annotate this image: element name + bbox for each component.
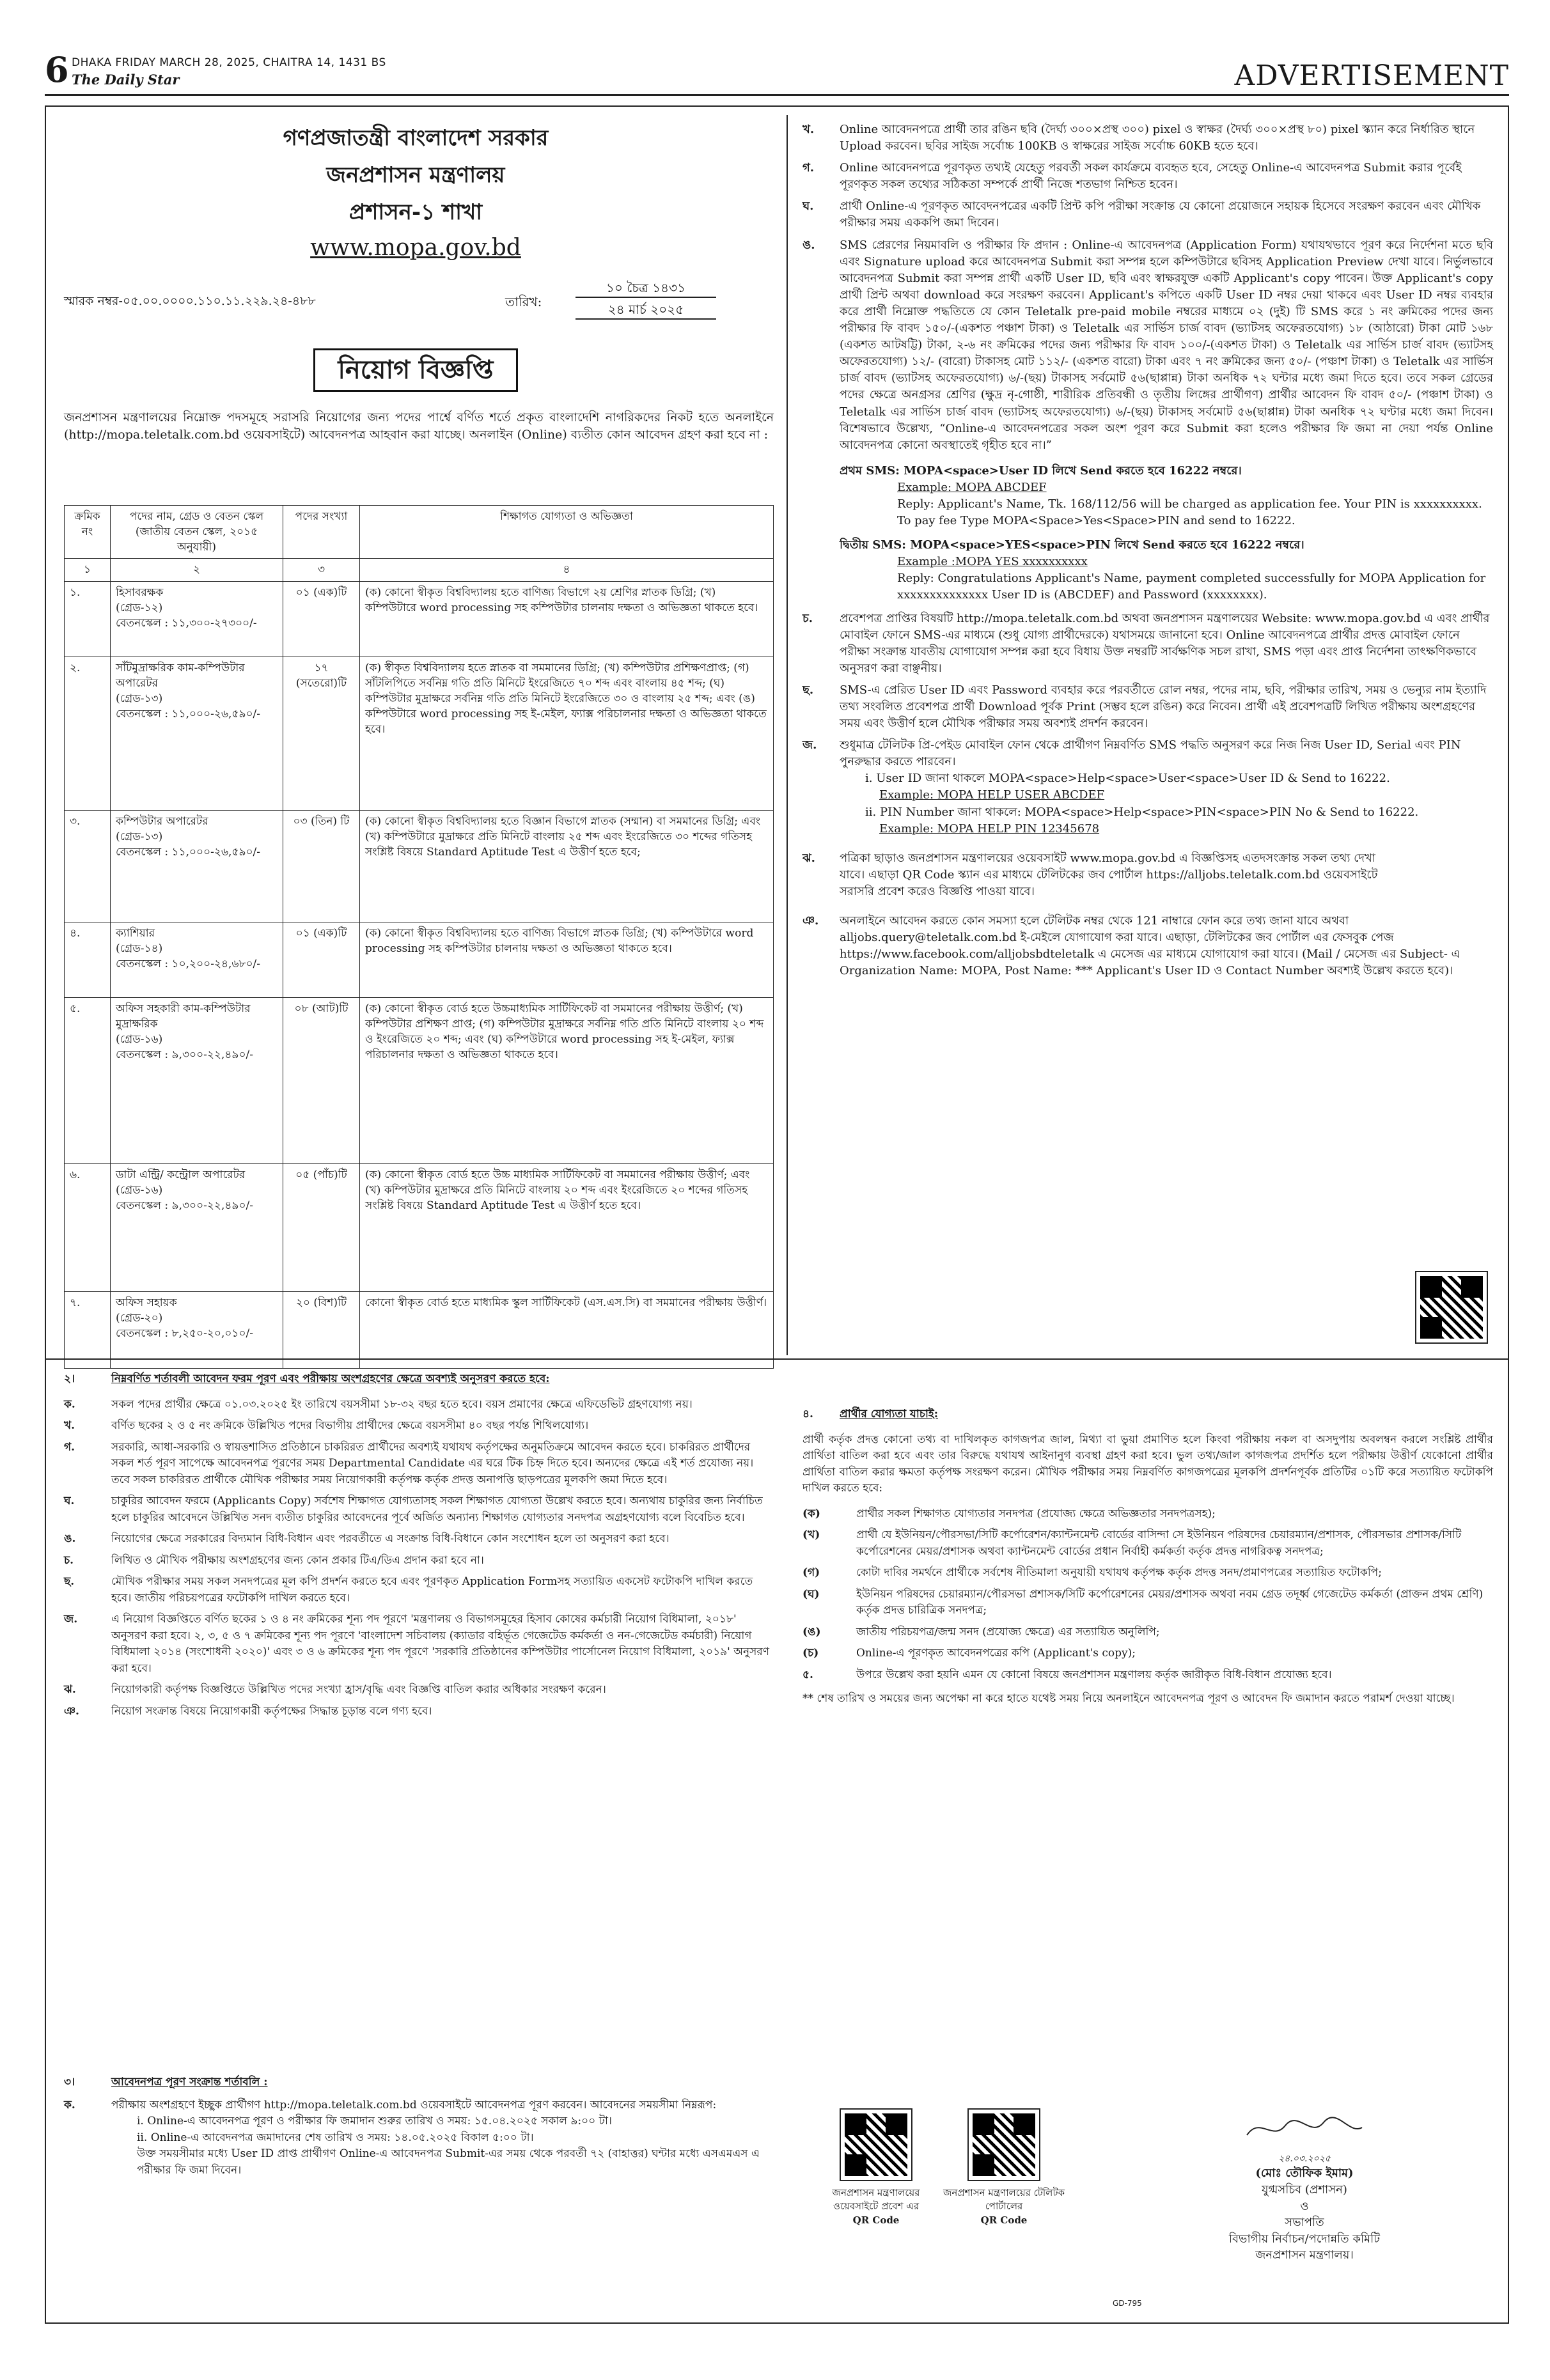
item-label: গ. xyxy=(802,161,815,175)
item-label: ছ. xyxy=(802,683,814,697)
item-label: চ. xyxy=(64,1553,74,1567)
paper-logo: The Daily Star xyxy=(72,72,180,88)
item-label: খ. xyxy=(802,123,815,136)
cell-post xyxy=(111,997,283,1163)
cell-post xyxy=(111,922,283,997)
section-4 xyxy=(802,1406,1493,1707)
recovery-userid-example: Example: MOPA HELP USER ABCDEF xyxy=(879,788,1105,802)
col-num: ৩ xyxy=(283,559,360,581)
sec2-title: নিম্নবর্ণিত শর্তাবলী আবেদন ফরম পূরণ এবং পরীক্ষায় অংশগ্রহণের ক্ষেত্রে অবশ্যই অনুসরণ করতে হবে: xyxy=(111,1373,550,1385)
item-label: ক. xyxy=(64,1397,75,1411)
gov-name: গণপ্রজাতন্ত্রী বাংলাদেশ সরকার xyxy=(283,125,549,151)
teletalk-portal-qr-code[interactable] xyxy=(969,2110,1039,2180)
item-label: (গ) xyxy=(802,1566,820,1579)
signatory-committee: বিভাগীয় নির্বাচন/পদোন্নতি কমিটি xyxy=(1228,2232,1381,2246)
cell-post xyxy=(111,581,283,657)
end-date: Online-এ আবেদনপত্র জমাদানের শেষ তারিখ ও সময়: ১৪.০৫.২০২৫ বিকাল ৫:০০ টা। xyxy=(150,2131,534,2144)
item-text: Online আবেদনপত্রে পূরণকৃত তথ্যই যেহেতু পরবর্তী সকল কার্যক্রমে ব্যবহৃত হবে, সেহেতু Online-এ আবেদনপত্র Submit করার পূর্বেই পূরণকৃত সকল তথ্যের সঠিকতা সম্পর্কে প্রার্থী নিজে শতভাগ নিশ্চিত হবেন। xyxy=(840,161,1462,192)
sms2-title: দ্বিতীয় SMS: MOPA<space>YES<space>PIN লিখে Send করতে হবে 16222 নম্বরে। xyxy=(840,538,1304,552)
cell-req: (ক) কোনো স্বীকৃত বোর্ড হতে উচ্চমাধ্যমিক সার্টিফিকেট বা সমমানের পরীক্ষায় উত্তীর্ণ; (খ) কম্পিউটার প্রশিক্ষণ প্রাপ্ত; (গ) কম্পিউটার মুদ্রাক্ষরে সর্বনিম্ন গতি প্রতি মিনিটে বাংলায় ২০ শব্দ ও ইংরেজিতে ২০ শব্দ; এবং (ঘ) কম্পিউটারে word processing সহ ই-মেইল, ফ্যাক্স পরিচালনার দক্ষতা ও অভিজ্ঞতা থাকতে হবে। xyxy=(360,997,774,1163)
sms1-example: Example: MOPA ABCDEF xyxy=(897,480,1047,494)
cell-no: ৬. xyxy=(65,1163,111,1291)
post-name: সাঁটমুদ্রাক্ষরিক কাম-কম্পিউটার অপারেটর xyxy=(116,661,245,690)
post-pay: বেতনস্কেল : ৯,৩০০-২২,৪৯০/- xyxy=(116,1048,253,1061)
cell-req: (ক) কোনো স্বীকৃত বিশ্ববিদ্যালয় হতে বাণিজ্য বিভাগে ২য় শ্রেণির স্নাতক ডিগ্রি; (খ) কম্পিউটারে word processing সহ কম্পিউটার চালনায় দক্ষতা ও অভিজ্ঞতা থাকতে হবে। xyxy=(360,581,774,657)
item-label: ছ. xyxy=(64,1575,75,1588)
table-row xyxy=(65,997,774,1163)
cell-no: ৩. xyxy=(65,810,111,922)
item-text: SMS-এ প্রেরিত User ID এবং Password ব্যবহার করে পরবর্তীতে রোল নম্বর, পদের নাম, ছবি, পরীক্ষার তারিখ, সময় ও ভেন্যুর নাম ইত্যাদি তথ্য সংবলিত প্রবেশপত্র প্রার্থী Download পূর্বক Print (সম্ভব হলে রঙিন) করে নিবেন। প্রার্থী এই প্রবেশপত্রটি লিখিত পরীক্ষায় অংশগ্রহণের সময় এবং উত্তীর্ণ হলে মৌখিক পরীক্ষার সময় অবশ্যই প্রদর্শন করবেন। xyxy=(840,683,1487,731)
item-label: ঙ. xyxy=(802,238,815,252)
recovery-pin-example: Example: MOPA HELP PIN 12345678 xyxy=(879,821,1100,836)
fee-note: উক্ত সময়সীমার মধ্যে User ID প্রাপ্ত প্রার্থীগণ Online-এ আবেদনপত্র Submit-এর সময় থেকে পরবর্তী ৭২ (বাহাত্তর) ঘন্টার মধ্যে এসএমএস এ পরীক্ষার ফি জমা দিবেন। xyxy=(137,2147,760,2177)
cell-req: (ক) কোনো স্বীকৃত বোর্ড হতে উচ্চ মাধ্যমিক সার্টিফিকেট বা সমমানের পরীক্ষায় উত্তীর্ণ; এবং (খ) কম্পিউটার মুদ্রাক্ষরে প্রতি মিনিটে বাংলায় ২০ শব্দ এবং ইংরেজিতে ২০ শব্দের গতিসহ সংশ্লিষ্ট বিষয়ে Standard Aptitude Test এ উত্তীর্ণ হতে হবে। xyxy=(360,1163,774,1291)
item-label: (ঙ) xyxy=(802,1625,821,1638)
post-name: হিসাবরক্ষক xyxy=(116,586,164,599)
item-text: মৌখিক পরীক্ষার সময় সকল সনদপত্রের মূল কপি প্রদর্শন করতে হবে এবং পূরণকৃত Application Formসহ সত্যায়িত একসেট ফটোকপি দাখিল করতে হবে। জাতীয় পরিচয়পত্রের ফটোকপি দাখিল করতে হবে। xyxy=(111,1575,753,1605)
application-url-text: পরীক্ষায় অংশগ্রহণে ইচ্ছুক প্রার্থীগণ http://mopa.teletalk.com.bd ওয়েবসাইটে আবেদনপত্র পূরণ করবেন। আবেদনের সময়সীমা নিম্নরূপ: xyxy=(111,2098,717,2112)
post-grade: (গ্রেড-১৩) xyxy=(116,830,163,843)
section-2 xyxy=(64,1371,774,1725)
post-name: কম্পিউটার অপারেটর xyxy=(116,814,208,828)
item-label: জ. xyxy=(64,1613,78,1626)
item-text: লিখিত ও মৌখিক পরীক্ষায় অংশগ্রহণের জন্য কোন প্রকার টিএ/ডিএ প্রদান করা হবে না। xyxy=(111,1553,484,1567)
cell-post xyxy=(111,1163,283,1291)
sec4-intro: প্রার্থী কর্তৃক প্রদত্ত কোনো তথ্য বা দাখিলকৃত কাগজপত্র জাল, মিথ্যা বা ভুয়া প্রমাণিত হলে কিংবা পরীক্ষায় নকল বা অসদুপায় অবলম্বন করলে সংশ্লিষ্ট প্রার্থীর প্রার্থিতা বাতিল করা হবে এবং তার বিরুদ্ধে যথাযথ আইনানুগ ব্যবস্থা গ্রহণ করা হবে। ভুল তথ্য/জাল কাগজপত্র প্রদর্শিত হলে পরীক্ষায় উত্তীর্ণ যেকোনো প্রার্থীর প্রার্থিতা বাতিল করার ক্ষমতা কর্তৃপক্ষ সংরক্ষণ করেন। মৌখিক পরীক্ষার সময় নিম্নবর্ণিত কাগজপত্রের মূলকপি প্রদর্শনপূর্বক প্রতিটির ০১টি করে সত্যায়িত ফটোকপি দাখিল করতে হবে: xyxy=(802,1433,1493,1495)
item-text: প্রবেশপত্র প্রাপ্তির বিষয়টি http://mopa.teletalk.com.bd অথবা জনপ্রশাসন মন্ত্রণালয়ের Website: www.mopa.gov.bd এ এবং প্রার্থীর মোবাইল ফোনে SMS-এর মাধ্যমে (শুধু যোগ্য প্রার্থীদেরকে) যথাসময়ে জানানো হবে। Online আবেদনপত্রে প্রার্থীর প্রদত্ত মোবাইল ফোনে পরীক্ষা সংক্রান্ত যাবতীয় যোগাযোগ সম্পন্ন করা হবে বিধায় উক্ত নম্বরটি সার্বক্ষণিক সচল রাখা, SMS পড়া এবং প্রাপ্ত নির্দেশনা তাৎক্ষণিকভাবে অনুসরণ করা বাঞ্ছনীয়। xyxy=(840,611,1490,675)
item-text: উপরে উল্লেখ করা হয়নি এমন যে কোনো বিষয়ে জনপ্রশাসন মন্ত্রণালয় কর্তৃক জারীকৃত বিধি-বিধান প্রযোজ্য হবে। xyxy=(856,1668,1332,1681)
post-name: অফিস সহকারী কাম-কম্পিউটার মুদ্রাক্ষরিক xyxy=(116,1002,251,1031)
signatory-and: ও xyxy=(1300,2199,1309,2213)
item-label: চ. xyxy=(802,611,813,625)
cell-count: ০১ (এক)টি xyxy=(283,922,360,997)
item-label: ঘ. xyxy=(802,199,814,214)
notice-title: নিয়োগ বিজ্ঞপ্তি xyxy=(313,348,518,392)
item-label: ঘ. xyxy=(64,1495,75,1507)
sms1-reply: Reply: Applicant's Name, Tk. 168/112/56 will be charged as application fee. Your PIN is xxxxxxxxxx. To pay fee Type MOPA<Space>Yes<Space>PIN and send to 16222. xyxy=(897,497,1482,528)
start-date: Online-এ আবেদনপত্র পূরণ ও পরীক্ষার ফি জমাদান শুরুর তারিখ ও সময়: ১৫.০৪.২০২৫ সকাল ৯:০০ টা। xyxy=(147,2115,612,2127)
cell-req: কোনো স্বীকৃত বোর্ড হতে মাধ্যমিক স্কুল সার্টিফিকেট (এস.এস.সি) বা সমমানের পরীক্ষায় উত্তীর্ণ। xyxy=(360,1291,774,1368)
signature-block xyxy=(1196,2110,1413,2264)
post-pay: বেতনস্কেল : ৯,৩০০-২২,৪৯০/- xyxy=(116,1199,253,1212)
sms2-example: Example :MOPA YES xxxxxxxxxx xyxy=(897,555,1088,569)
right-column: খ. Online আবেদনপত্রে প্রার্থী তার রঙিন ছবি (দৈর্ঘ্য ৩০০×প্রস্থ ৩০০) pixel ও স্বাক্ষর (দৈর্ঘ্য ৩০০×প্রস্থ ৮০) pixel স্ক্যান করে নির্ধারিত স্থানে Upload করবেন। ছবির সাইজ সর্বোচ্চ 100KB ও স্বাক্ষরের সাইজ সর্বোচ্চ 60KB হতে হবে। গ. Online আবেদনপত্রে পূরণকৃত তথ্যই যেহেতু পরবর্তী সকল কার্যক্রমে ব্যবহৃত হবে, সেহেতু Online-এ আবেদনপত্র Submit করার পূর্বেই পূরণকৃত সকল তথ্যের সঠিকতা সম্পর্কে প্রার্থী নিজে শতভাগ নিশ্চিত হবেন। ঘ. প্রার্থী Online-এ পূরণকৃত আবেদনপত্রের একটি প্রিন্ট কপি পরীক্ষা সংক্রান্ত যে কোনো প্রয়োজনে সহায়ক হিসেবে সংরক্ষণ করবেন এবং মৌখিক পরীক্ষার সময় এককপি জমা দিবেন। ঙ. SMS প্রেরণের নিয়মাবলি ও পরীক্ষার ফি প্রদান : Online-এ আবেদনপত্র (Application Form) যথাযথভাবে পূরণ করে নির্দেশনা মতে ছবি এবং Signature upload করে আবেদনপত্র Submit করা সম্পন্ন হলে কম্পিউটারে ছবিসহ Application Preview দেখা যাবে। নির্ভুলভাবে আবেদনপত্র Submit করা সম্পন্ন প্রার্থী একটি User ID, ছবি এবং স্বাক্ষরযুক্ত একটি Applicant's copy পাবেন। উক্ত Applicant's copy প্রার্থী প্রিন্ট অথবা download করে সংরক্ষণ করবেন। Applicant's কপিতে একটি User ID নম্বর দেয়া থাকবে এবং User ID নম্বর ব্যবহার করে প্রার্থী নিম্নোক্ত পদ্ধতিতে যে কোন Teletalk pre-paid mobile নম্বরের মাধ্যমে ০২ (দুই) টি SMS করে ১ নং ক্রমিকের পদের জন্য পরীক্ষার ফি বাবদ ১৫০/-(একশত পঞ্চাশ টাকা) ও Teletalk এর সার্ভিস চার্জ বাবদ (ভ্যাটসহ অফেরতযোগ্য) ১৮ (আঠারো) টাকা মোট ১৬৮ (একশত আটষট্টি) টাকা, ২-৬ নং ক্রমিকের পদের জন্য পরীক্ষার ফি বাবদ ১০০/-(একশত টাকা) ও Teletalk এর সার্ভিস চার্জ বাবদ (ভ্যাটসহ অফেরতযোগ্য) ১২/- (বারো) টাকাসহ মোট ১১২/- (একশত বারো) টাকা এবং ৭ নং ক্রমিকের জন্য ৫০/- (পঞ্চাশ টাকা) ও Teletalk এর সার্ভিস চার্জ বাবদ (ভ্যাটসহ অফেরতযোগ্য) ৬/-(ছয়) টাকাসহ সর্বমোট ৫৬(ছাপ্পান্ন) টাকা অনধিক ৭২ ঘন্টার মধ্যে জমা দিতে হবে। তবে সকল গ্রেডের পদের ক্ষেত্রে অনগ্রসর শ্রেণির (ক্ষুদ্র নৃ-গোষ্ঠী, শারীরিক প্রতিবন্ধী ও তৃতীয় লিঙ্গের প্রার্থীগণ) প্রার্থীর আবেদন ফি বাবদ ৫০/- (পঞ্চাশ টাকা) ও Teletalk এর সার্ভিস চার্জ বাবদ (ভ্যাটসহ অফেরতযোগ্য) ৬/-(ছয়) টাকাসহ সর্বমোট ৫৬(ছাপ্পান্ন) টাকা অনধিক ৭২ ঘণ্টার মধ্যে জমা দিবেন। বিশেষভাবে উল্লেখ্য, “Online-এ আবেদনপত্রের সকল অংশ পূরণ করে Submit করা হলেও পরীক্ষার ফি জমা না দেয়া পর্যন্ত Online আবেদনপত্র কোনো অবস্থাতেই গৃহীত হবে না।” প্রথম SMS: MOPA<space>User ID লিখে Send করতে হবে 16222 নম্বরে। Example: MOPA ABCDEF Reply: Applicant's Name, Tk. 168/112/56 will be charged as application fee. Your PIN is xxxxxxxxxx. To pay fee Type MOPA<Space>Yes<Space>PIN and send to 16222. দ্বিতীয় SMS: MOPA<space>YES<space>PIN লিখে Send করতে হবে 16222 নম্বরে। Example :MOPA YES xxxxxxxxxx Reply: Congratulations Applicant's Name, payment completed successfully for MOPA Application for xxxxxxxxxxxxxx User ID is (ABCDEF) and Password (xxxxxxxx). চ. প্রবেশপত্র প্রাপ্তির বিষয়টি http://mopa.teletalk.com.bd অথবা জনপ্রশাসন মন্ত্রণালয়ের Website: www.mopa.gov.bd এ এবং প্রার্থীর মোবাইল ফোনে SMS-এর মাধ্যমে (শুধু যোগ্য প্রার্থীদেরকে) যথাসময়ে জানানো হবে। Online আবেদনপত্রে প্রার্থীর প্রদত্ত মোবাইল ফোনে পরীক্ষা সংক্রান্ত যাবতীয় যোগাযোগ সম্পন্ন করা হবে বিধায় উক্ত নম্বরটি সার্বক্ষণিক সচল রাখা, SMS পড়া এবং প্রাপ্ত নির্দেশনা তাৎক্ষণিকভাবে অনুসরণ করা বাঞ্ছনীয়। ছ. SMS-এ প্রেরিত User ID এবং Password ব্যবহার করে পরবর্তীতে রোল নম্বর, পদের নাম, ছবি, পরীক্ষার তারিখ, সময় ও ভেন্যুর নাম ইত্যাদি তথ্য সংবলিত প্রবেশপত্র প্রার্থী Download পূর্বক Print (সম্ভব হলে রঙিন) করে নিবেন। প্রার্থী এই প্রবেশপত্রটি লিখিত পরীক্ষায় অংশগ্রহণের সময় এবং উত্তীর্ণ হলে মৌখিক পরীক্ষার সময় অবশ্যই প্রদর্শন করবেন। জ. শুধুমাত্র টেলিটক প্রি-পেইড মোবাইল ফোন থেকে প্রার্থীগণ নিম্নবর্ণিত SMS পদ্ধতি অনুসরণ করে নিজ নিজ User ID, Serial এবং PIN পুনরুদ্ধার করতে পারবেন। i. User ID জানা থাকলে MOPA<space>Help<space>User<space>User ID & Send to 16222. Example: MOPA HELP USER ABCDEF ii. PIN Number জানা থাকলে: MOPA<space>Help<space>PIN<space>PIN No & Send to 16222. Example: MOPA HELP PIN 12345678 ঝ. পত্রিকা ছাড়াও জনপ্রশাসন মন্ত্রণালয়ের ওয়েবসাইট www.mopa.gov.bd এ বিজ্ঞপ্তিসহ এতদসংক্রান্ত সকল তথ্য দেখা যাবে। এছাড়া QR Code স্ক্যান এর মাধ্যমে টেলিটকের জব পোর্টাল https://alljobs.teletalk.com.bd ওয়েবসাইটে সরাসরি প্রবেশ করেও বিজ্ঞপ্তি পাওয়া যাবে। ঞ. অনলাইনে আবেদন করতে কোন সমস্যা হলে টেলিটক নম্বর থেকে 121 নাম্বারে ফোন করে তথ্য জানা যাবে অথবা alljobs.query@teletalk.com.bd ই-মেইলে যোগাযোগ করা যাবে। এছাড়া, টেলিটকের জব পোর্টাল এর ফেসবুক পেজ https://www.facebook.com/alljobsbdteletalk এ মেসেজ এর মাধ্যমে যোগাযোগ করা যাবে। (Mail / মেসেজ এর Subject- এ Organization Name: MOPA, Post Name: *** Applicant's User ID ও Contact Number অবশ্যই উল্লেখ করতে হবে)। xyxy=(802,121,1493,984)
cell-post xyxy=(111,657,283,810)
section-title: ADVERTISEMENT xyxy=(1234,59,1509,92)
cell-req: (ক) কোনো স্বীকৃত বিশ্ববিদ্যালয় হতে বিজ্ঞান বিভাগে স্নাতক (সম্মান) বা সমমানের ডিগ্রি; এবং (খ) কম্পিউটারে মুদ্রাক্ষরে প্রতি মিনিটে বাংলায় ২৫ শব্দ এবং ইংরেজিতে ৩০ শব্দের গতিসহ সংশ্লিষ্ট বিষয়ে Standard Aptitude Test এ উত্তীর্ণ হতে হবে; xyxy=(360,810,774,922)
cell-count: ১৭ (সতেরো)টি xyxy=(283,657,360,810)
second-sms xyxy=(840,537,1493,603)
cell-count: ০১ (এক)টি xyxy=(283,581,360,657)
post-grade: (গ্রেড-১৬) xyxy=(116,1183,163,1197)
ad-code: GD-795 xyxy=(1113,2299,1142,2308)
item-text: সরকারি, আধা-সরকারি ও স্বায়ত্তশাসিত প্রতিষ্ঠানে চাকরিরত প্রার্থীদের অবশ্যই যথাযথ কর্তৃপক্ষের অনুমতিক্রমে আবেদন করতে হবে। চাকরিরত প্রার্থীদের সকল শর্ত পূরণ সাপেক্ষে আবেদনপত্র পূরণের সময় Departmental Candidate এর ঘরে টিক চিহ্ন দিতে হবে। অন্যদের ক্ষেত্রে এই শর্ত প্রযোজ্য নয়। তবে সকল চাকরিরত প্রার্থীকে মৌখিক পরীক্ষার সময় নিয়োগকারী কর্তৃপক্ষ কর্তৃক প্রদত্ত অনাপত্তি ছাড়পত্রের মূলকপি জমা দিতে হবে। xyxy=(111,1440,754,1486)
intro-text: জনপ্রশাসন মন্ত্রণালয়ের নিম্নোক্ত পদসমূহে সরাসরি নিয়োগের জন্য পদের পার্শ্বে বর্ণিত শর্তে প্রকৃত বাংলাদেশি নাগরিকদের নিকট হতে অনলাইনে (http://mopa.teletalk.com.bd ওয়েবসাইটে) আবেদনপত্র আহবান করা যাচ্ছে। অনলাইন (Online) ব্যতীত কোন আবেদন গ্রহণ করা হবে না : xyxy=(64,410,774,442)
item-text: প্রার্থীর সকল শিক্ষাগত যোগ্যতার সনদপত্র (প্রযোজ্য ক্ষেত্রে অভিজ্ঞতার সনদপত্রসহ); xyxy=(856,1507,1216,1520)
masthead xyxy=(45,45,1509,96)
qr2-code-label: QR Code xyxy=(980,2214,1028,2226)
signatory-ministry: জনপ্রশাসন মন্ত্রণালয়। xyxy=(1255,2248,1354,2262)
th-qualification: শিক্ষাগত যোগ্যতা ও অভিজ্ঞতা xyxy=(360,506,774,559)
item-label: ঞ. xyxy=(64,1704,79,1718)
page-number: 6 xyxy=(45,49,69,90)
ministry-website-qr-code[interactable] xyxy=(841,2110,911,2180)
post-pay: বেতনস্কেল : ১১,০০০-২৬,৫৯০/- xyxy=(116,707,261,720)
item-text: এ নিয়োগ বিজ্ঞপ্তিতে বর্ণিত ছকের ১ ও ৪ নং ক্রমিকের শূন্য পদ পূরণে 'মন্ত্রণালয় ও বিভাগসমূহের হিসাব কোষের কর্মচারী নিয়োগ বিধিমালা, ২০১৮' অনুসরণ করা হবে। ২, ৩, ৫ ও ৭ ক্রমিকের শূন্য পদ পূরণে 'বাংলাদেশ সচিবালয় (ক্যাডার বহির্ভূত গেজেটেড কর্মকর্তা ও নন-গেজেটেড কর্মচারী) নিয়োগ বিধিমালা ২০১৪ (সংশোধনী ২০২০)' এবং ৩ ও ৬ ক্রমিকের শূন্য পদ পূরণে 'সরকারি প্রতিষ্ঠানের কম্পিউটার পার্সোনেল নিয়োগ বিধিমালা, ২০১৯' অনুসরণ করা হবে। xyxy=(111,1613,769,1675)
col-num: ৪ xyxy=(360,559,774,581)
item-label: ঞ. xyxy=(802,914,819,928)
sec3-label: ৩। xyxy=(64,2076,75,2088)
item-text: প্রার্থী Online-এ পূরণকৃত আবেদনপত্রের একটি প্রিন্ট কপি পরীক্ষা সংক্রান্ত যে কোনো প্রয়োজনে সহায়ক হিসেবে সংরক্ষণ করবেন এবং মৌখিক পরীক্ষার সময় এককপি জমা দিবেন। xyxy=(840,199,1481,230)
item-text: নিয়োগ সংক্রান্ত বিষয়ে নিয়োগকারী কর্তৃপক্ষের সিদ্ধান্ত চূড়ান্ত বলে গণ্য হবে। xyxy=(111,1704,432,1718)
post-grade: (গ্রেড-২০) xyxy=(116,1311,163,1325)
signature-image xyxy=(1241,2110,1368,2148)
item-text: কোটা দাবির সমর্থনে প্রার্থীকে সর্বশেষ নীতিমালা অনুযায়ী যথাযথ কর্তৃপক্ষ কর্তৃক প্রদত্ত সনদ/প্রমাণপত্রের সত্যায়িত ফটোকপি; xyxy=(856,1566,1382,1579)
th-post: পদের নাম, গ্রেড ও বেতন স্কেল (জাতীয় বেতন স্কেল, ২০১৫ অনুযায়ী) xyxy=(111,506,283,559)
date-label: তারিখ: xyxy=(505,294,542,309)
cell-req: (ক) স্বীকৃত বিশ্ববিদ্যালয় হতে স্নাতক বা সমমানের ডিগ্রি; (খ) কম্পিউটার প্রশিক্ষণপ্রাপ্ত; (গ) সাঁটলিপিতে সর্বনিম্ন গতি প্রতি মিনিটে ইংরেজিতে ৭০ শব্দ এবং বাংলায় ৪৫ শব্দ; (ঘ) কম্পিউটার মুদ্রাক্ষরে সর্বনিম্ন গতি প্রতি মিনিটে ইংরেজিতে ৩০ ও বাংলায় ২৫ শব্দ; এবং (ঙ) কম্পিউটারে word processing সহ ই-মেইল, ফ্যাক্স পরিচালনার দক্ষতা ও অভিজ্ঞতা থাকতে হবে। xyxy=(360,657,774,810)
item-label: ঝ. xyxy=(64,1683,76,1696)
qr1-code-label: QR Code xyxy=(852,2214,900,2226)
cell-no: ২. xyxy=(65,657,111,810)
section-3: ৩। আবেদনপত্র পূরণ সংক্রান্ত শর্তাবলি : ক. পরীক্ষায় অংশগ্রহণে ইচ্ছুক প্রার্থীগণ http://mopa.teletalk.com.bd ওয়েবসাইটে আবেদনপত্র পূরণ করবেন। আবেদনের সময়সীমা নিম্নরূপ: i. Online-এ আবেদনপত্র পূরণ ও পরীক্ষার ফি জমাদান শুরুর তারিখ ও সময়: ১৫.০৪.২০২৫ সকাল ৯:০০ টা। ii. Online-এ আবেদনপত্র জমাদানের শেষ তারিখ ও সময়: ১৪.০৫.২০২৫ বিকাল ৫:০০ টা। উক্ত সময়সীমার মধ্যে User ID প্রাপ্ত প্রার্থীগণ Online-এ আবেদনপত্র Submit-এর সময় থেকে পরবর্তী ৭২ (বাহাত্তর) ঘন্টার মধ্যে এসএমএস এ পরীক্ষার ফি জমা দিবেন। xyxy=(64,2074,774,2184)
post-grade: (গ্রেড-১৬) xyxy=(116,1032,163,1046)
deadline-advice: ** শেষ তারিখ ও সময়ের জন্য অপেক্ষা না করে হাতে যথেষ্ট সময় নিয়ে অনলাইনে আবেদনপত্র পূরণ ও আবেদন ফি জমাদান করতে পরামর্শ দেওয়া যাচ্ছে। xyxy=(802,1692,1455,1705)
qr2-text: জনপ্রশাসন মন্ত্রণালয়ের টেলিটক পোর্টালের xyxy=(943,2187,1065,2213)
post-name: ক্যাশিয়ার xyxy=(116,926,155,940)
th-count: পদের সংখ্যা xyxy=(283,506,360,559)
cell-post xyxy=(111,810,283,922)
item-text: প্রার্থী যে ইউনিয়ন/পৌরসভা/সিটি কর্পোরেশন/ক্যান্টনমেন্ট বোর্ডের বাসিন্দা সে ইউনিয়ন পরিষদের চেয়ারম্যান/প্রশাসক, পৌরসভার প্রশাসক/সিটি কর্পোরেশনের মেয়র/প্রশাসক অথবা ক্যান্টনমেন্ট বোর্ডের প্রধান নির্বাহী কর্মকর্তা কর্তৃক প্রদত্ত নাগরিকত্ব সনদপত্র; xyxy=(856,1528,1462,1558)
item-text: অনলাইনে আবেদন করতে কোন সমস্যা হলে টেলিটক নম্বর থেকে 121 নাম্বারে ফোন করে তথ্য জানা যাবে অথবা alljobs.query@teletalk.com.bd ই-মেইলে যোগাযোগ করা যাবে। এছাড়া, টেলিটকের জব পোর্টাল এর ফেসবুক পেজ https://www.facebook.com/alljobsbdteletalk এ মেসেজ এর মাধ্যমে যোগাযোগ করা যাবে। (Mail / মেসেজ এর Subject- এ Organization Name: MOPA, Post Name: *** Applicant's User ID ও Contact Number অবশ্যই উল্লেখ করতে হবে)। xyxy=(840,914,1460,978)
table-row xyxy=(65,1163,774,1291)
qr1-caption xyxy=(812,2186,940,2227)
col-num: ১ xyxy=(65,559,111,581)
item-label: জ. xyxy=(802,738,817,752)
item-text: চাকুরির আবেদন ফরমে (Applicants Copy) সর্বশেষ শিক্ষাগত যোগ্যতাসহ সকল শিক্ষাগত যোগ্যতা উল্লেখ করতে হবে। অন্যথায় চাকুরির জন্য নির্বাচিত হলে চাকুরির আবেদনে উল্লিখিত সনদ ব্যতীত চাকুরির আবেদনের পূর্বে অর্জিত অন্যান্য শিক্ষাগত যোগ্যতার সনদপত্র অগ্রহণযোগ্য বলে বিবেচিত হবে। xyxy=(111,1495,763,1524)
ministry-name: জনপ্রশাসন মন্ত্রণালয় xyxy=(326,162,505,188)
item-label: (খ) xyxy=(802,1528,820,1541)
item-text: বর্ণিত ছকের ২ ও ৫ নং ক্রমিকে উল্লিখিত পদের বিভাগীয় প্রার্থীদের ক্ষেত্রে বয়সসীমা ৪০ বছর পর্যন্ত শিথিলযোগ্য। xyxy=(111,1419,589,1432)
sms2-reply: Reply: Congratulations Applicant's Name, payment completed successfully for MOPA Application for xxxxxxxxxxxxxx User ID is (ABCDEF) and Password (xxxxxxxx). xyxy=(897,572,1486,602)
table-row xyxy=(65,657,774,810)
item-text: Online-এ পূরণকৃত আবেদনপত্রের কপি (Applicant's copy); xyxy=(856,1647,1136,1660)
cell-post xyxy=(111,1291,283,1368)
table-row xyxy=(65,581,774,657)
item-text: নিয়োগকারী কর্তৃপক্ষ বিজ্ঞপ্তিতে উল্লিখিত পদের সংখ্যা হ্রাস/বৃদ্ধি এবং বিজ্ঞপ্তি বাতিল করার অধিকার সংরক্ষণ করেন। xyxy=(111,1683,606,1696)
cell-no: ১. xyxy=(65,581,111,657)
post-name: অফিস সহায়ক xyxy=(116,1296,177,1309)
post-grade: (গ্রেড-১৪) xyxy=(116,942,163,955)
post-grade: (গ্রেড-১২) xyxy=(116,601,163,614)
post-pay: বেতনস্কেল : ১১,০০০-২৬,৫৯০/- xyxy=(116,845,261,859)
qr2-caption xyxy=(940,2186,1068,2227)
sms-instructions: SMS প্রেরণের নিয়মাবলি ও পরীক্ষার ফি প্রদান : Online-এ আবেদনপত্র (Application Form) যথাযথভাবে পূরণ করে নির্দেশনা মতে ছবি এবং Signature upload করে আবেদনপত্র Submit করা সম্পন্ন হলে কম্পিউটারে ছবিসহ Application Preview দেখা যাবে। নির্ভুলভাবে আবেদনপত্র Submit করা সম্পন্ন প্রার্থী একটি User ID, ছবি এবং স্বাক্ষরযুক্ত একটি Applicant's copy পাবেন। উক্ত Applicant's copy প্রার্থী প্রিন্ট অথবা download করে সংরক্ষণ করবেন। Applicant's কপিতে একটি User ID নম্বর দেয়া থাকবে এবং User ID নম্বর ব্যবহার করে প্রার্থী নিম্নোক্ত পদ্ধতিতে যে কোন Teletalk pre-paid mobile নম্বরের মাধ্যমে ০২ (দুই) টি SMS করে ১ নং ক্রমিকের পদের জন্য পরীক্ষার ফি বাবদ ১৫০/-(একশত পঞ্চাশ টাকা) ও Teletalk এর সার্ভিস চার্জ বাবদ (ভ্যাটসহ অফেরতযোগ্য) ১৮ (আঠারো) টাকা মোট ১৬৮ (একশত আটষট্টি) টাকা, ২-৬ নং ক্রমিকের পদের জন্য পরীক্ষার ফি বাবদ ১০০/-(একশত টাকা) ও Teletalk এর সার্ভিস চার্জ বাবদ (ভ্যাটসহ অফেরতযোগ্য) ১২/- (বারো) টাকাসহ মোট ১১২/- (একশত বারো) টাকা এবং ৭ নং ক্রমিকের জন্য ৫০/- (পঞ্চাশ টাকা) ও Teletalk এর সার্ভিস চার্জ বাবদ (ভ্যাটসহ অফেরতযোগ্য) ৬/-(ছয়) টাকাসহ সর্বমোট ৫৬(ছাপ্পান্ন) টাকা অনধিক ৭২ ঘন্টার মধ্যে জমা দিতে হবে। তবে সকল গ্রেডের পদের ক্ষেত্রে অনগ্রসর শ্রেণির (ক্ষুদ্র নৃ-গোষ্ঠী, শারীরিক প্রতিবন্ধী ও তৃতীয় লিঙ্গের প্রার্থীগণ) প্রার্থীর আবেদন ফি বাবদ ৫০/- (পঞ্চাশ টাকা) ও Teletalk এর সার্ভিস চার্জ বাবদ (ভ্যাটসহ অফেরতযোগ্য) ৬/-(ছয়) টাকাসহ সর্বমোট ৫৬(ছাপ্পান্ন) টাকা অনধিক ৭২ ঘণ্টার মধ্যে জমা দিবেন। বিশেষভাবে উল্লেখ্য, “Online-এ আবেদনপত্রের সকল অংশ পূরণ করে Submit করা হলেও পরীক্ষার ফি জমা না দেয়া পর্যন্ত Online আবেদনপত্র কোনো অবস্থাতেই গৃহীত হবে না।” xyxy=(840,238,1493,452)
memo-number: স্মারক নম্বর-০৫.০০.০০০০.১১০.১১.২২৯.২৪-৪৮৮ xyxy=(64,294,316,308)
cell-no: ৭. xyxy=(65,1291,111,1368)
signatory-name: (মোঃ তৌফিক ইমাম) xyxy=(1255,2166,1354,2181)
first-sms xyxy=(840,463,1493,529)
cell-count: ০৮ (আট)টি xyxy=(283,997,360,1163)
table-row xyxy=(65,810,774,922)
item-text: নিয়োগের ক্ষেত্রে সরকারের বিদ্যমান বিধি-বিধান এবং পরবর্তীতে এ সংক্রান্ত বিধি-বিধানে কোন সংশোধন হলে তা অনুসরণ করা হবে। xyxy=(111,1532,669,1545)
sec4-title: প্রার্থীর যোগ্যতা যাচাই: xyxy=(840,1408,939,1420)
signatory-role: সভাপতি xyxy=(1285,2216,1324,2230)
item-text: শুধুমাত্র টেলিটক প্রি-পেইড মোবাইল ফোন থেকে প্রার্থীগণ নিম্নবর্ণিত SMS পদ্ধতি অনুসরণ করে নিজ নিজ User ID, Serial এবং PIN পুনরুদ্ধার করতে পারবেন। xyxy=(840,738,1461,769)
item-text: সকল পদের প্রার্থীর ক্ষেত্রে ০১.০৩.২০২৫ ইং তারিখে বয়সসীমা ১৮-৩২ বছর হতে হবে। বয়স প্রমাণের ক্ষেত্রে এফিডেভিট গ্রহণযোগ্য নয়। xyxy=(111,1397,693,1411)
item-label: ঝ. xyxy=(802,851,815,865)
signatory-designation: যুগ্মসচিব (প্রশাসন) xyxy=(1262,2182,1347,2197)
post-pay: বেতনস্কেল : ৮,২৫০-২০,০১০/- xyxy=(116,1326,253,1340)
item-label: ক. xyxy=(64,2098,75,2112)
item-label: খ. xyxy=(64,1419,75,1432)
cell-count: ০৫ (পাঁচ)টি xyxy=(283,1163,360,1291)
sec3-title: আবেদনপত্র পূরণ সংক্রান্ত শর্তাবলি : xyxy=(111,2076,268,2088)
date-bangla: ১০ চৈত্র ১৪৩১ xyxy=(575,279,716,298)
item-label: ৫. xyxy=(802,1668,813,1681)
item-text: পত্রিকা ছাড়াও জনপ্রশাসন মন্ত্রণালয়ের ওয়েবসাইট www.mopa.gov.bd এ বিজ্ঞপ্তিসহ এতদসংক্রান্ত সকল তথ্য দেখা যাবে। এছাড়া QR Code স্ক্যান এর মাধ্যমে টেলিটকের জব পোর্টাল https://alljobs.teletalk.com.bd ওয়েবসাইটে সরাসরি প্রবেশ করেও বিজ্ঞপ্তি পাওয়া যাবে। xyxy=(840,851,1378,898)
post-grade: (গ্রেড-১৩) xyxy=(116,692,163,705)
item-text: জাতীয় পরিচয়পত্র/জন্ম সনদ (প্রযোজ্য ক্ষেত্রে) এর সত্যায়িত অনুলিপি; xyxy=(856,1625,1160,1638)
sec4-label: ৪. xyxy=(802,1408,813,1420)
col-num: ২ xyxy=(111,559,283,581)
posts-table xyxy=(64,505,774,1369)
th-serial: ক্রমিক নং xyxy=(65,506,111,559)
item-label: গ. xyxy=(64,1440,75,1454)
item-text: Online আবেদনপত্রে প্রার্থী তার রঙিন ছবি (দৈর্ঘ্য ৩০০×প্রস্থ ৩০০) pixel ও স্বাক্ষর (দৈর্ঘ্য ৩০০×প্রস্থ ৮০) pixel স্ক্যান করে নির্ধারিত স্থানে Upload করবেন। ছবির সাইজ সর্বোচ্চ 100KB ও স্বাক্ষরের সাইজ সর্বোচ্চ 60KB হতে হবে। xyxy=(840,123,1475,153)
cell-count: ২০ (বিশ)টি xyxy=(283,1291,360,1368)
sec2-label: ২। xyxy=(64,1373,75,1385)
branch-name: প্রশাসন-১ শাখা xyxy=(348,199,483,225)
cell-no: ৫. xyxy=(65,997,111,1163)
cell-req: (ক) কোনো স্বীকৃত বিশ্ববিদ্যালয় হতে বাণিজ্য বিভাগে স্নাতক ডিগ্রি; (খ) কম্পিউটারে word processing সহ কম্পিউটার চালনায় দক্ষতা ও অভিজ্ঞতা থাকতে হবে। xyxy=(360,922,774,997)
ministry-website[interactable]: www.mopa.gov.bd xyxy=(310,235,521,261)
item-label: (ক) xyxy=(802,1507,820,1520)
signature-date: ২৪.০৩.২০২৫ xyxy=(1278,2153,1331,2164)
column-divider xyxy=(787,115,788,1355)
qr1-text: জনপ্রশাসন মন্ত্রণালয়ের ওয়েবসাইটে প্রবেশ এর xyxy=(832,2187,920,2213)
post-pay: বেতনস্কেল : ১০,২০০-২৪,৬৮০/- xyxy=(116,957,261,970)
item-label: (ঘ) xyxy=(802,1587,820,1601)
cell-count: ০৩ (তিন) টি xyxy=(283,810,360,922)
item-text: ইউনিয়ন পরিষদের চেয়ারম্যান/পৌরসভা প্রশাসক/সিটি কর্পোরেশনের মেয়র/প্রশাসক অথবা নবম গ্রেড তদূর্ধ্ব গেজেটেড কর্মকর্তা (প্রাক্তন প্রথম শ্রেণি) কর্তৃক প্রদত্ত চারিত্রিক সনদপত্র; xyxy=(856,1587,1483,1617)
dateline: DHAKA FRIDAY MARCH 28, 2025, CHAITRA 14, 1431 BS xyxy=(72,56,386,69)
post-pay: বেতনস্কেল : ১১,৩০০-২৭৩০০/- xyxy=(116,616,257,630)
table-row xyxy=(65,1291,774,1368)
cell-no: ৪. xyxy=(65,922,111,997)
recovery-pin: PIN Number জানা থাকলে: MOPA<space>Help<space>PIN<space>PIN No & Send to 16222. xyxy=(879,805,1419,819)
item-label: ঙ. xyxy=(64,1532,76,1545)
post-name: ডাটা এন্ট্রি/ কন্ট্রোল অপারেটর xyxy=(116,1168,246,1181)
table-row xyxy=(65,922,774,997)
sms1-title: প্রথম SMS: MOPA<space>User ID লিখে Send করতে হবে 16222 নম্বরে। xyxy=(840,463,1242,478)
alljobs-qr-code[interactable] xyxy=(1416,1272,1487,1342)
recovery-userid: User ID জানা থাকলে MOPA<space>Help<space>User<space>User ID & Send to 16222. xyxy=(876,772,1390,786)
date-english: ২৪ মার্চ ২০২৫ xyxy=(575,300,716,320)
item-label: (চ) xyxy=(802,1647,819,1660)
